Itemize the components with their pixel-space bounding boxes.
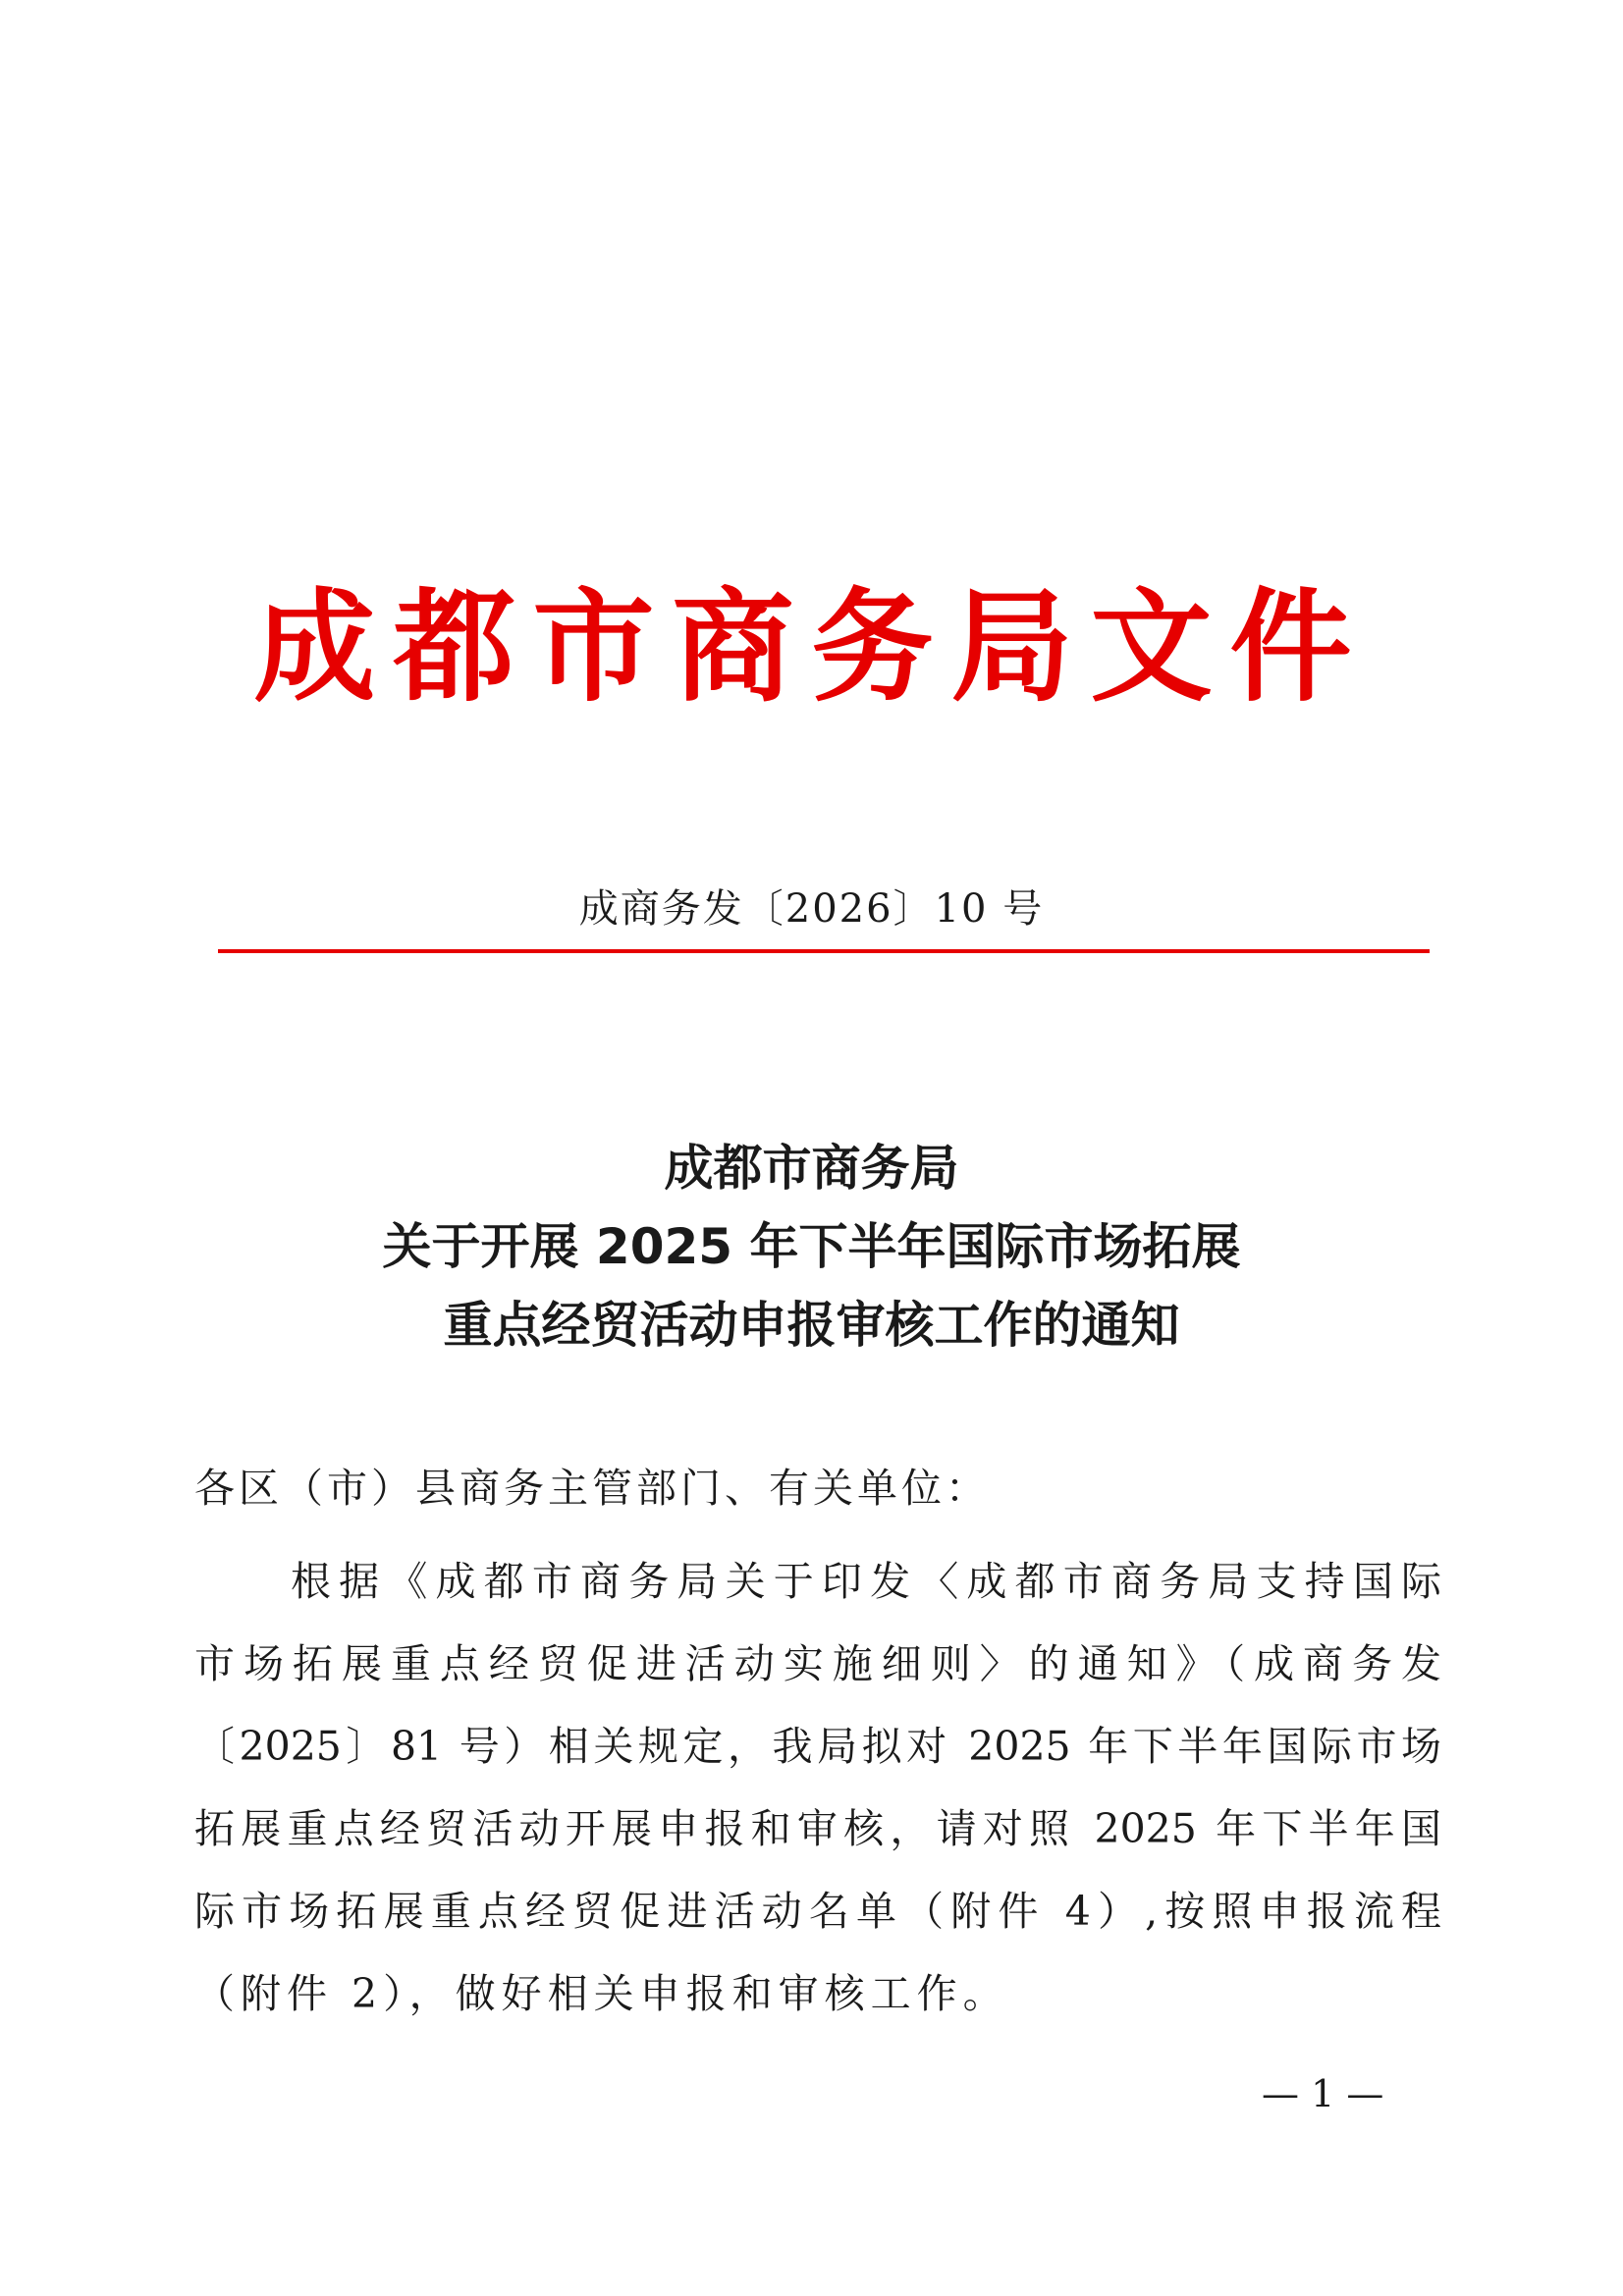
title-line-1: 成都市商务局: [664, 1140, 959, 1197]
body-line: 根据《成都市商务局关于印发〈成都市商务局支持国际: [291, 1558, 1441, 1605]
body-paragraph: [194, 1540, 1441, 2035]
body-line: 拓展重点经贸活动开展申报和审核，请对照 2025 年下半年国: [194, 1805, 1441, 1852]
body-line: （附件 2），做好相关申报和审核工作。: [194, 1970, 1009, 2017]
title-line-2: 关于开展 2025 年下半年国际市场拓展: [382, 1218, 1241, 1275]
page-number: — 1 —: [1262, 2072, 1384, 2115]
document-masthead: 成都市商务局文件: [253, 576, 1370, 719]
salutation: 各区（市）县商务主管部门、有关单位：: [194, 1465, 990, 1512]
body-line: 〔2025〕81 号）相关规定，我局拟对 2025 年下半年国际市场: [194, 1723, 1441, 1770]
title-line-3: 重点经贸活动申报审核工作的通知: [443, 1297, 1180, 1354]
red-divider-line: [218, 949, 1430, 953]
document-number: 成商务发〔2026〕10 号: [578, 886, 1045, 932]
body-line: 市场拓展重点经贸促进活动实施细则〉的通知》（成商务发: [194, 1640, 1441, 1687]
body-line: 际市场拓展重点经贸促进活动名单（附件 4）,按照申报流程: [194, 1888, 1441, 1935]
document-title: [0, 1129, 1623, 1364]
